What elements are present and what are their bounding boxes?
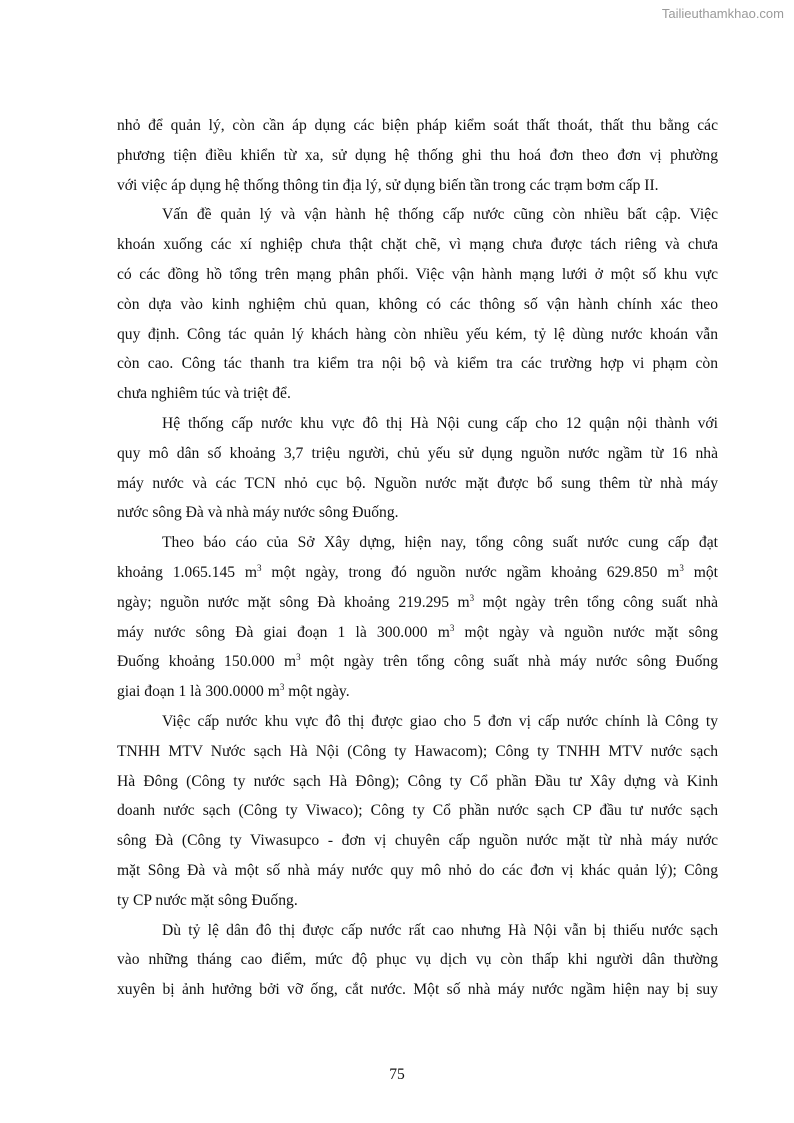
document-body (117, 111, 718, 1005)
text-line: ty CP nước mặt sông Đuống. (117, 891, 298, 909)
superscript: 3 (279, 682, 285, 693)
text-line: xuyên bị ảnh hưởng bởi vỡ ống, cắt nước. Một số nhà máy nước ngầm hiện nay bị suy (117, 981, 718, 999)
text-line: quy mô dân số khoảng 3,7 triệu người, chủ yếu sử dụng nguồn nước ngầm từ 16 nhà (117, 444, 718, 462)
text-line: có các đồng hồ tổng trên mạng phân phối. Việc vận hành mạng lưới ở một số khu vực (117, 265, 718, 283)
text-run: một ngày trên tổng công suất nhà máy nước sông Đuống (300, 653, 718, 671)
text-line: Việc cấp nước khu vực đô thị được giao cho 5 đơn vị cấp nước chính là Công ty (162, 712, 718, 730)
text-line: sông Đà (Công ty Viwasupco - đơn vị chuyên cấp nguồn nước mặt từ nhà máy nước (117, 832, 718, 850)
text-line: khoán xuống các xí nghiệp chưa thật chặt chẽ, vì mạng chưa được tách riêng và chưa (117, 236, 718, 254)
text-run: một ngày trên tổng công suất nhà (474, 593, 718, 611)
text-line: phương tiện điều khiển từ xa, sử dụng hệ thống ghi thu hoá đơn theo đơn vị phường (117, 146, 718, 164)
text-line: máy nước và các TCN nhỏ cục bộ. Nguồn nước mặt được bổ sung thêm từ nhà máy (117, 474, 718, 492)
text-run: ngày; nguồn nước mặt sông Đà khoảng 219.295 m (117, 593, 470, 611)
paragraph-6 (117, 916, 718, 1005)
text-line: Dù tỷ lệ dân đô thị được cấp nước rất cao nhưng Hà Nội vẫn bị thiếu nước sạch (162, 921, 718, 939)
text-run: một (683, 563, 718, 581)
text-run: một ngày. (284, 683, 350, 701)
text-line (117, 677, 718, 707)
superscript: 3 (469, 592, 475, 603)
text-line (117, 558, 718, 588)
superscript: 3 (257, 562, 262, 573)
text-line: mặt Sông Đà và một số nhà máy nước quy mô nhỏ do các đơn vị khác quản lý); Công (117, 861, 718, 879)
text-line (117, 588, 718, 618)
text-line: còn dựa vào kinh nghiệm chủ quan, không có các thông số vận hành chính xác theo (117, 295, 718, 313)
text-line: Vấn đề quản lý và vận hành hệ thống cấp nước cũng còn nhiều bất cập. Việc (162, 206, 718, 224)
paragraph-3 (117, 409, 718, 528)
text-line: Hệ thống cấp nước khu vực đô thị Hà Nội cung cấp cho 12 quận nội thành với (162, 414, 718, 432)
text-run: giai đoạn 1 là 300.0000 m (117, 683, 280, 701)
text-run: một ngày và nguồn nước mặt sông (454, 623, 718, 641)
text-line: quy định. Công tác quản lý khách hàng còn nhiều yếu kém, tỷ lệ dùng nước khoán vẫn (117, 325, 718, 343)
text-run: khoảng 1.065.145 m (117, 563, 258, 581)
paragraph-4 (117, 528, 718, 707)
paragraph-2 (117, 200, 718, 409)
text-line: chưa nghiêm túc và triệt để. (117, 385, 291, 403)
text-line (117, 618, 718, 648)
text-run: một ngày, trong đó nguồn nước ngầm khoảng 629.850 m (261, 563, 680, 581)
text-line (117, 528, 718, 558)
text-line (117, 647, 718, 677)
text-line: còn cao. Công tác thanh tra kiểm tra nội bộ và kiểm tra các trường hợp vi phạm còn (117, 355, 718, 373)
superscript: 3 (449, 622, 455, 633)
paragraph-1 (117, 111, 718, 200)
text-run: máy nước sông Đà giai đoạn 1 là 300.000 m (117, 623, 450, 641)
text-line: nhỏ để quản lý, còn cần áp dụng các biện pháp kiểm soát thất thoát, thất thu bằng các (117, 117, 718, 134)
page-number: 75 (389, 1066, 405, 1083)
text-run: Theo báo cáo của Sở Xây dựng, hiện nay, tổng công suất nước cung cấp đạt (162, 534, 718, 552)
text-line: doanh nước sạch (Công ty Viwaco); Công ty Cổ phần nước sạch CP đầu tư nước sạch (117, 802, 718, 820)
paragraph-5 (117, 707, 718, 916)
text-line: nước sông Đà và nhà máy nước sông Đuống. (117, 504, 399, 522)
text-line: vào những tháng cao điểm, mức độ phục vụ dịch vụ còn thấp khi người dân thường (117, 951, 718, 969)
text-line: Hà Đông (Công ty nước sạch Hà Đông); Công ty Cổ phần Đầu tư Xây dựng và Kinh (117, 772, 718, 790)
text-line: TNHH MTV Nước sạch Hà Nội (Công ty Hawacom); Công ty TNHH MTV nước sạch (117, 742, 718, 760)
superscript: 3 (679, 562, 684, 573)
superscript: 3 (296, 652, 301, 663)
watermark-text: Tailieuthamkhao.com (661, 6, 784, 21)
text-run: Đuống khoảng 150.000 m (117, 653, 297, 671)
text-line: với việc áp dụng hệ thống thông tin địa lý, sử dụng biến tần trong các trạm bơm cấp II. (117, 176, 659, 194)
